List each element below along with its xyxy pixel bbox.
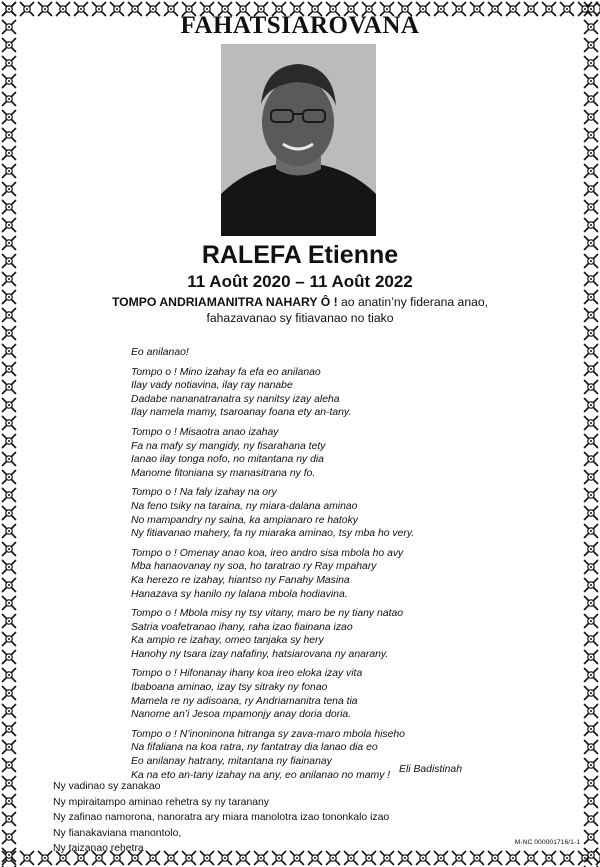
poem-line: Ka na eto an-tany izahay na any, eo anilanao no mamy ! bbox=[131, 769, 391, 781]
poem-line: Eo anilanay hatrany, mitantana ny fiainanay bbox=[131, 756, 332, 768]
family-line: Ny mpiraitampo aminao rehetra sy ny taranany bbox=[53, 796, 269, 808]
poem-line: Hanazava sy hanilo ny lalana mbola hodiavina. bbox=[131, 588, 348, 600]
poem-line: Tompo o ! N’inoninona hitranga sy zava-maro mbola hiseho bbox=[131, 728, 405, 740]
poem-opening: Eo anilanao! bbox=[131, 347, 189, 358]
poem-stanza bbox=[131, 667, 461, 721]
poem-signature: Eli Badistinah bbox=[399, 764, 462, 775]
family-line: Ny taizanao rehetra bbox=[53, 843, 144, 854]
poem-line: Ilay vady notiavina, ilay ray nanabe bbox=[131, 380, 293, 392]
poem-line: Ibaboana aminao, izay tsy sitraky ny fonao bbox=[131, 682, 328, 694]
family-list bbox=[53, 779, 389, 857]
poem-stanza bbox=[131, 607, 461, 661]
family-line: Ny fianakaviana manontolo, bbox=[53, 827, 182, 839]
poem-line: Hanohy ny tsara izay nafafiny, hatsiarovana ny anarany. bbox=[131, 648, 389, 660]
poem-line: Ianao ilay tonga nofo, no mitantana ny dia bbox=[131, 454, 324, 466]
poem-line: Tompo o ! Mbola misy ny tsy vitany, maro be ny tiany natao bbox=[131, 608, 404, 620]
poem-line: Manome fitoniana sy manasitrana ny fo. bbox=[131, 467, 316, 479]
poem-line: Dadabe nananatranatra sy nanitsy izay aleha bbox=[131, 393, 340, 405]
poem-line: Tompo o ! Na faly izahay na ory bbox=[131, 487, 277, 499]
poem-line: Ka herezo re izahay, hiantso ny Fanahy Masina bbox=[131, 574, 350, 586]
poem-line: Fa na mafy sy mangidy, ny fisarahana tety bbox=[131, 440, 326, 452]
poem-line: Nanome an’i Jesoa mpamonjy anay doria doria. bbox=[131, 709, 352, 721]
page-title: FAHATSIAROVANA bbox=[180, 12, 420, 39]
poem-line: Ilay namela mamy, tsaroanay foana ety an-tany. bbox=[131, 407, 352, 419]
prayer-text bbox=[60, 294, 540, 326]
poem-stanza bbox=[131, 366, 461, 420]
prayer-line2: fahazavanao sy fitiavanao no tiako bbox=[206, 311, 394, 325]
poem-line: Tompo o ! Mino izahay fa efa eo anilanao bbox=[131, 366, 321, 378]
border-left bbox=[0, 0, 18, 867]
poem-line: Mamela re ny adisoana, ry Andriamanitra tena tia bbox=[131, 695, 358, 707]
deceased-name: RALEFA Etienne bbox=[201, 241, 399, 269]
poem-line: Satria voafetranao ihany, raha izao fiainana izao bbox=[131, 621, 353, 633]
poem-line: No mampandry ny saina, ka ampianaro re hatoky bbox=[131, 514, 358, 526]
family-line: Ny zafinao namorona, nanoratra ary miara manolotra izao tononkalo izao bbox=[53, 812, 390, 823]
family-line: Ny vadinao sy zanakao bbox=[53, 781, 161, 792]
border-right bbox=[582, 0, 600, 867]
poem-line: Tompo o ! Misaotra anao izahay bbox=[131, 426, 279, 438]
poem-line: Ka ampio re izahay, omeo tanjaka sy hery bbox=[131, 635, 324, 647]
memorial-dates: 11 Août 2020 – 11 Août 2022 bbox=[187, 272, 413, 291]
poem-line: Tompo o ! Omenay anao koa, ireo andro sisa mbola ho avy bbox=[131, 547, 404, 559]
poem-stanza bbox=[131, 486, 461, 540]
poem-stanza bbox=[131, 426, 461, 480]
poem-line: Tompo o ! Hifonanay ihany koa ireo eloka izay vita bbox=[131, 668, 363, 680]
prayer-line1-rest: ao anatin’ny fiderana anao, bbox=[337, 295, 489, 309]
poem-line: Ny fitiavanao mahery, fa ny miaraka aminao, tsy mba ho very. bbox=[131, 528, 415, 540]
poem-line: Mba hanaovanay ny soa, ho taratrao ry Ray mpahary bbox=[131, 561, 377, 573]
poem-line: Na fifaliana na koa ratra, ny fantatray dia lanao dia eo bbox=[131, 742, 378, 754]
prayer-invocation: TOMPO ANDRIAMANITRA NAHARY Ô ! bbox=[111, 295, 338, 309]
reference-code: M-NC 000001716/1-1 bbox=[514, 839, 580, 846]
poem-line: Na feno tsiky na taraina, ny miara-dalana aminao bbox=[131, 500, 358, 512]
portrait-photo bbox=[221, 44, 376, 236]
poem bbox=[131, 346, 461, 788]
poem-stanza bbox=[131, 547, 461, 601]
